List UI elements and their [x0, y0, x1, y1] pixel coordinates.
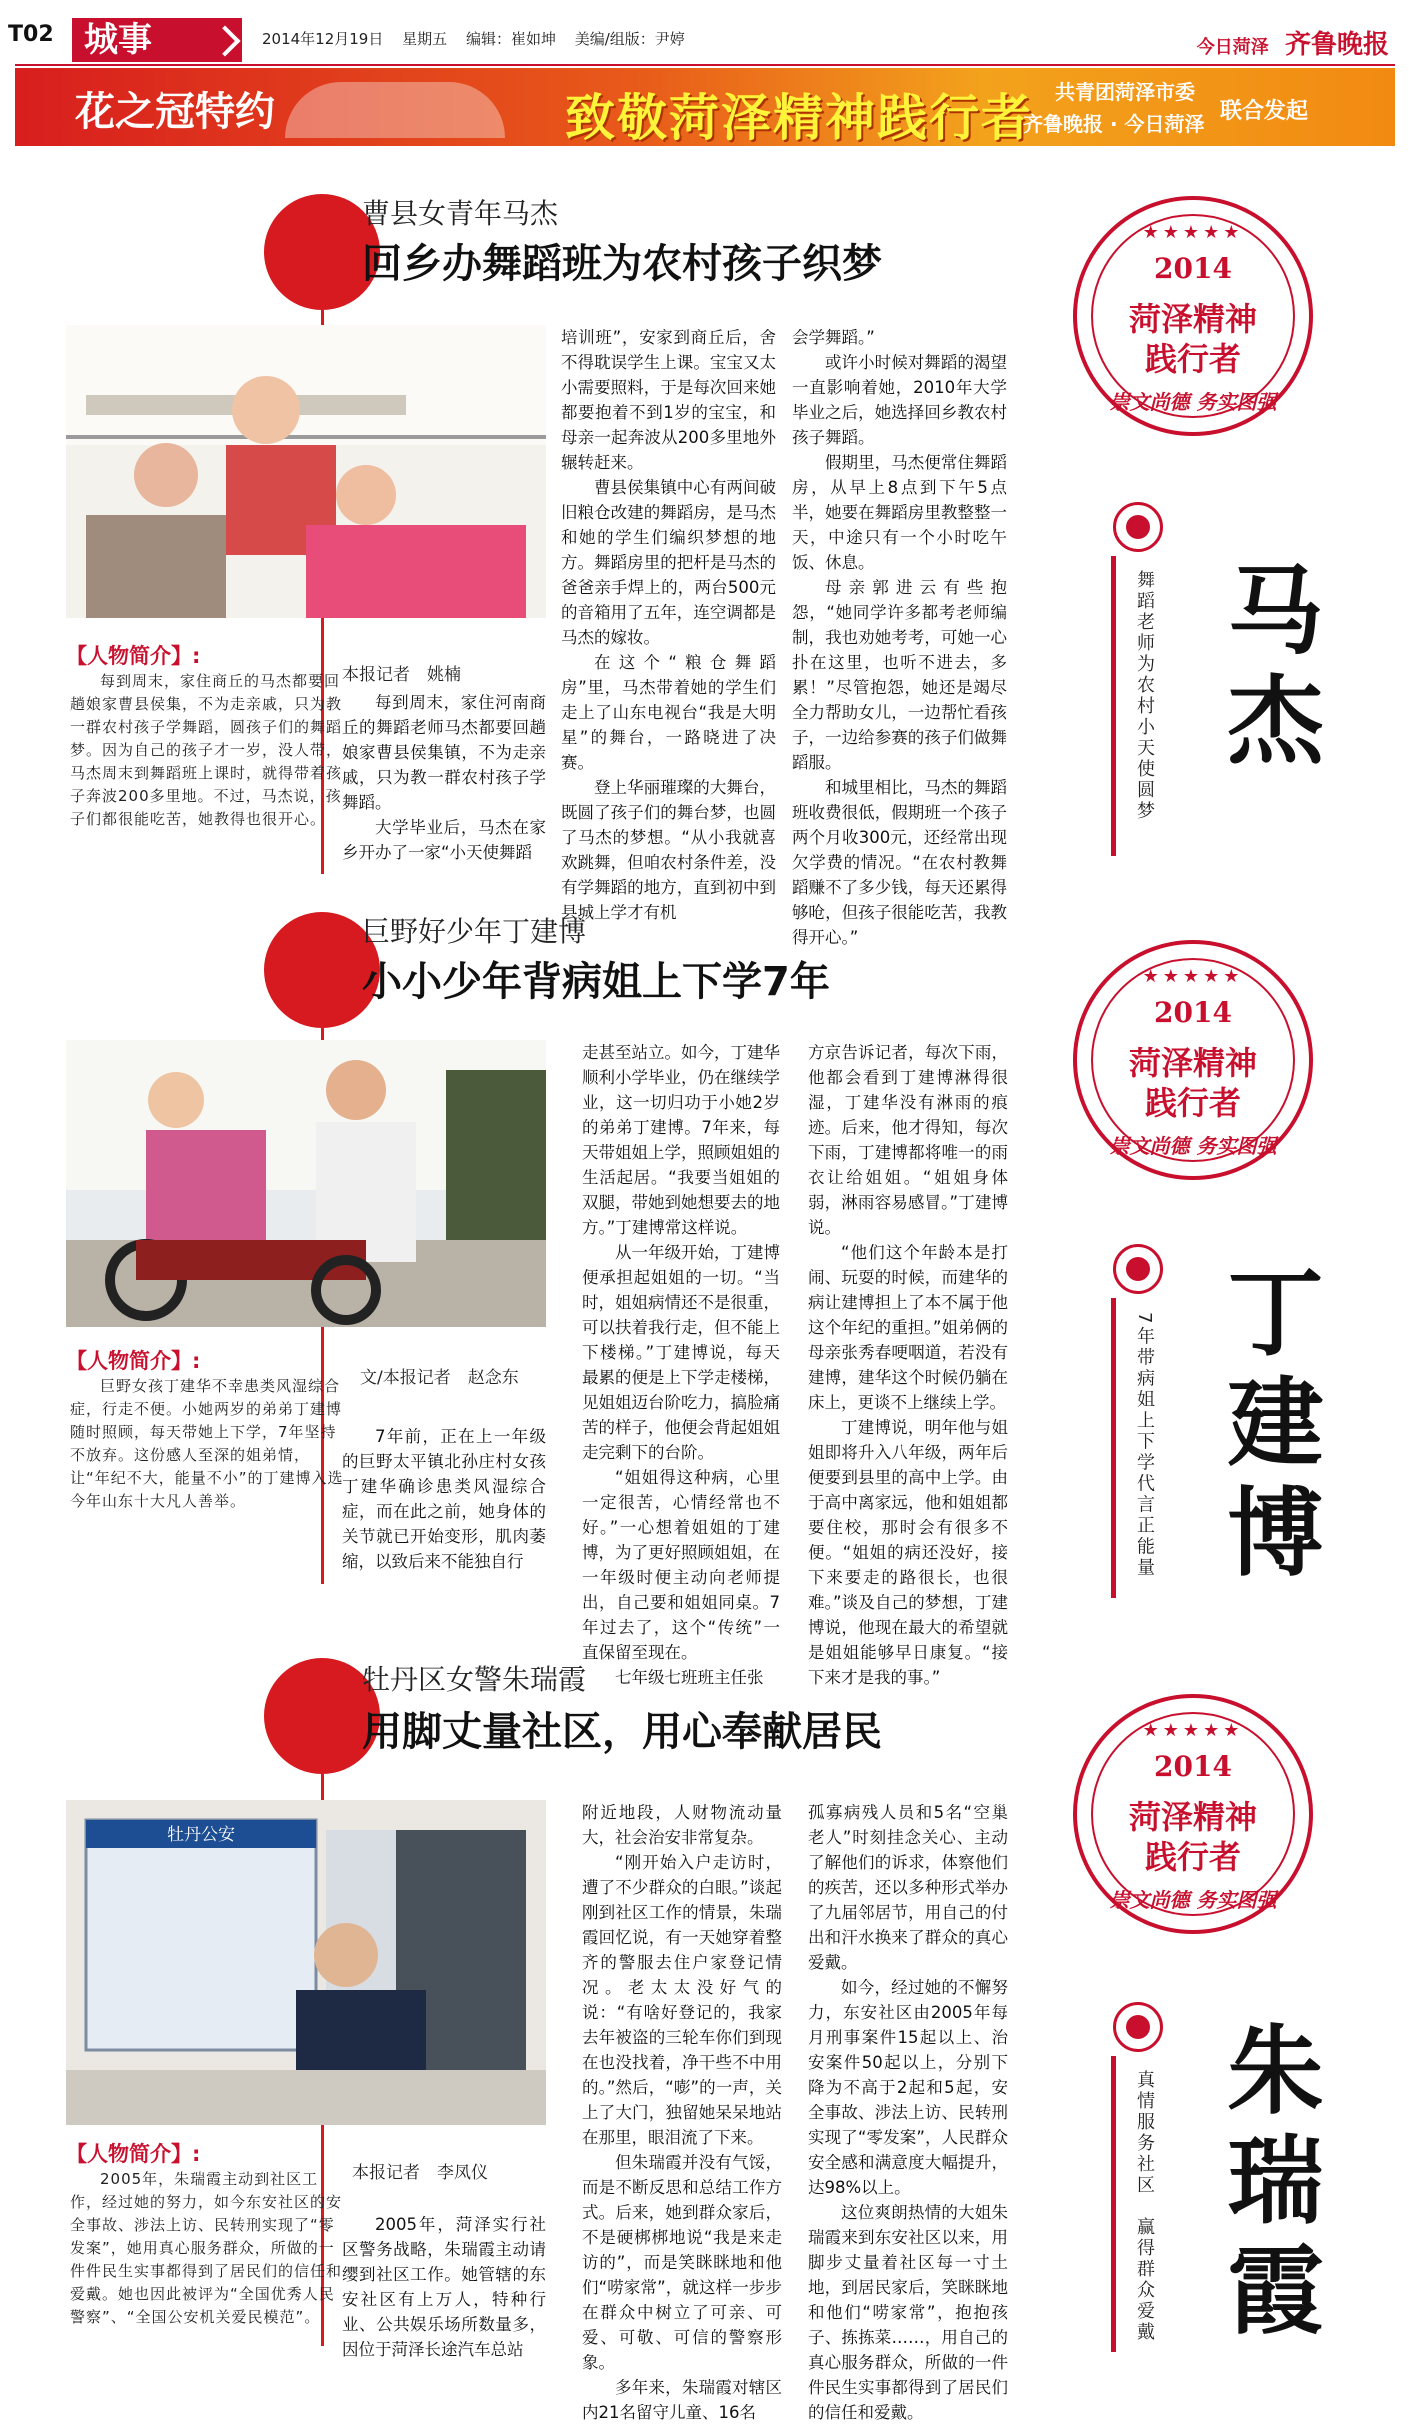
profile-text: 2005年，朱瑞霞主动到社区工作，经过她的努力，如今东安社区的安全事故、涉法上访、民转刑实现了“零发案”，她用真心服务群众，所做的一件件民生实事都得到了居民们的信任和爱戴。她也因此被评为“全国优秀人民警察”、“全国公安机关爱民模范”。 — [70, 2170, 343, 2326]
paragraph: “刚开始入户走访时，遭了不少群众的白眼。”谈起刚到社区工作的情景，朱瑞霞回忆说，有一天她穿着整齐的警服去住户家登记情况。老太太没好气的说：“有啥好登记的，我家去年被盗的三轮车你们到现在也没找着，净干些不中用的。”然后，“嘭”的一声，关上了大门，独留她呆呆地站在那里，眼泪流了下来。 — [582, 1853, 782, 2147]
paragraph: 方京告诉记者，每次下雨，他都会看到丁建博淋得很湿，丁建华没有淋雨的痕迹。后来，他才得知，每次下雨，丁建博都将唯一的雨衣让给姐姐。“姐姐身体弱，淋雨容易感冒。”丁建博说。 — [808, 1043, 1008, 1237]
section-category — [72, 18, 242, 62]
paragraph: 母亲郭进云有些抱怨，“她同学许多都考老师编制，我也劝她考考，可她一心扑在这里，也听不进去，多累！”尽管抱怨，她还是竭尽全力帮助女儿，一边帮忙看孩子，一边给参赛的孩子们做舞蹈服。 — [792, 578, 1007, 772]
article-column-3 — [808, 1040, 1008, 1690]
paragraph: 但朱瑞霞并没有气馁，而是不断反思和总结工作方式。后来，她到群众家后，不是硬梆梆地说“我是来走访的”，而是笑眯眯地和他们“唠家常”，就这样一步步在群众中树立了可亲、可爱、可敬、可信的警察形象。 — [582, 2153, 782, 2372]
paragraph: 培训班”，安家到商丘后，舍不得耽误学生上课。宝宝又太小需要照料，于是每次回来她都要抱着不到1岁的宝宝，和母亲一起奔波从200多里地外辗转赶来。 — [561, 328, 776, 472]
profile-text: 巨野女孩丁建华不幸患类风湿综合症，行走不便。小她两岁的弟弟丁建博随时照顾，每天带她上下学，7年坚持不放弃。这份感人至深的姐弟情，让“年纪不大，能量不小”的丁建博入选今年山东十大凡人善举。 — [70, 1377, 344, 1510]
person-subtitle: 7年带病姐上下学代言正能量 — [1134, 1312, 1155, 1579]
accent-bar — [1111, 1298, 1116, 1598]
article-column-1 — [342, 2212, 546, 2362]
article-column-2 — [582, 1040, 780, 1690]
story-kicker: 曹县女青年马杰 — [362, 197, 559, 230]
issue-date: 2014年12月19日 — [262, 30, 384, 48]
banner-organizer-1: 共青团菏泽市委 — [1055, 80, 1195, 104]
banner-sponsor: 花之冠特约 — [75, 88, 275, 135]
seal-title-1: 菏泽精神 — [1128, 300, 1257, 338]
article-column-2 — [561, 325, 776, 925]
banner-launch: 联合发起 — [1220, 99, 1309, 124]
issue-meta — [262, 28, 699, 49]
seal-stars: ★★★★★ — [1142, 966, 1244, 987]
paragraph: 7年前，正在上一年级的巨野太平镇北孙庄村女孩丁建华确诊患类风湿综合症，而在此之前，她身体的关节就已开始变形，肌肉萎缩，以致后来不能独自行 — [342, 1427, 546, 1571]
banner-slogan: 致敬菏泽精神践行者 — [565, 88, 1033, 147]
paragraph: 和城里相比，马杰的舞蹈班收费很低，假期班一个孩子两个月收300元，还经常出现欠学费的情况。“在农村教舞蹈赚不了多少钱，每天还累得够呛，但孩子很能吃苦，我教得开心。” — [792, 778, 1007, 947]
article-column-3 — [792, 325, 1007, 950]
story-kicker: 巨野好少年丁建博 — [362, 915, 587, 948]
paragraph: 大学毕业后，马杰在家乡开办了一家“小天使舞蹈 — [342, 818, 546, 862]
byline: 文/本报记者 赵念东 — [360, 1368, 519, 1388]
publication-section: 今日菏泽 — [1196, 37, 1269, 58]
paragraph: 曹县侯集镇中心有两间破旧粮仓改建的舞蹈房，是马杰和她的学生们编织梦想的地方。舞蹈房里的把杆是马杰的爸爸亲手焊上的，两台500元的音箱用了五年，连空调都是马杰的嫁妆。 — [561, 478, 776, 647]
seal-title-1: 菏泽精神 — [1128, 1798, 1257, 1836]
designer-credit: 美编/组版：尹婷 — [574, 30, 685, 48]
paragraph: “他们这个年龄本是打闹、玩耍的时候，而建华的病让建博担上了本不属于他这个年纪的重担。”姐弟俩的母亲张秀春哽咽道，若没有建博，建华这个时候仍躺在床上，更谈不上继续上学。 — [808, 1243, 1008, 1412]
seal-motto: 崇文尚德 务实图强 — [1109, 1134, 1277, 1158]
story-headline: 用脚丈量社区，用心奉献居民 — [362, 1709, 882, 1755]
paragraph: 这位爽朗热情的大姐朱瑞霞来到东安社区以来，用脚步丈量着社区每一寸土地，到居民家后，笑眯眯地和他们“唠家常”，抱抱孩子、拣拣菜……，用自己的真心服务群众，所做的一件件民生实事都得到了居民们的信任和爱戴。 — [808, 2203, 1008, 2422]
seal-stars: ★★★★★ — [1142, 1720, 1244, 1741]
publication-name — [1197, 24, 1389, 61]
page-number: T02 — [8, 22, 54, 47]
byline: 本报记者 李凤仪 — [352, 2163, 488, 2183]
seal-year: 2014 — [1154, 252, 1232, 285]
person-subtitle: 真情服务社区 赢得群众爱戴 — [1134, 2070, 1155, 2343]
header-rule — [15, 64, 1395, 66]
seal-stars: ★★★★★ — [1142, 222, 1244, 243]
person-name: 马杰 — [1212, 560, 1325, 780]
story-photo — [66, 325, 546, 618]
seal-title-2: 践行者 — [1144, 1084, 1241, 1122]
profile-text: 每到周末，家住商丘的马杰都要回趟娘家曹县侯集，不为走亲戚，只为教一群农村孩子学舞蹈，圆孩子们的舞蹈梦。因为自己的孩子才一岁，没人带，马杰周末到舞蹈班上课时，就得带着孩子奔波200多里地。不过，马杰说，孩子们都很能吃苦，她教得也很开心。 — [70, 672, 343, 828]
story-headline: 小小少年背病姐上下学7年 — [362, 959, 830, 1005]
person-name: 丁建博 — [1212, 1262, 1325, 1592]
ring-icon — [1113, 2002, 1163, 2052]
person-name: 朱瑞霞 — [1212, 2020, 1325, 2350]
campaign-banner — [15, 68, 1395, 146]
person-subtitle: 舞蹈老师为农村小天使圆梦 — [1134, 570, 1155, 822]
profile-heading: 【人物简介】: — [66, 1349, 201, 1373]
paragraph: 七年级七班班主任张 — [615, 1668, 764, 1687]
ring-icon — [1113, 502, 1163, 552]
seal-title-1: 菏泽精神 — [1128, 1044, 1257, 1082]
paragraph: 或许小时候对舞蹈的渴望一直影响着她，2010年大学毕业之后，她选择回乡教农村孩子舞蹈。 — [792, 353, 1007, 447]
article-column-3 — [808, 1800, 1008, 2425]
story-headline: 回乡办舞蹈班为农村孩子织梦 — [362, 241, 882, 287]
accent-bar — [1111, 556, 1116, 856]
honor-seal — [1073, 1694, 1313, 1934]
article-column-2 — [582, 1800, 782, 2425]
issue-weekday: 星期五 — [402, 30, 448, 48]
honor-seal — [1073, 196, 1313, 436]
story-photo — [66, 1040, 546, 1327]
seal-title-2: 践行者 — [1144, 1838, 1241, 1876]
paragraph: 孤寡病残人员和5名“空巢老人”时刻挂念关心、主动了解他们的诉求，体察他们的疾苦，还以多种形式举办了九届邻居节，用自己的付出和汗水换来了群众的真心爱戴。 — [808, 1803, 1008, 1972]
paragraph: 假期里，马杰便常住舞蹈房，从早上8点到下午5点半，她要在舞蹈房里教整整一天，中途只有一个小时吃午饭、休息。 — [792, 453, 1007, 572]
paragraph: 从一年级开始，丁建博便承担起姐姐的一切。“当时，姐姐病情还不是很重，可以扶着我行走，但不能上下楼梯。”丁建博说，每天最累的便是上下学走楼梯，见姐姐迈台阶吃力，搞脸痛苦的样子，他便会背起姐姐走完剩下的台阶。 — [582, 1243, 780, 1462]
paragraph: 如今，经过她的不懈努力，东安社区由2005年每月刑事案件15起以上、治安案件50起以上，分别下降为不高于2起和5起，安全事故、涉法上访、民转刑实现了“零发案”，人民群众安全感和满意度大幅提升，达98%以上。 — [808, 1978, 1008, 2197]
profile-heading: 【人物简介】: — [66, 2142, 201, 2166]
article-column-1 — [342, 690, 546, 865]
category-label: 城事 — [84, 20, 152, 60]
byline: 本报记者 姚楠 — [342, 665, 461, 685]
theater-illustration — [285, 82, 505, 138]
paragraph: 会学舞蹈。” — [792, 328, 875, 347]
masthead-logo: 齐鲁晚报 — [1284, 30, 1389, 60]
ring-icon — [1113, 1244, 1163, 1294]
paragraph: 丁建博说，明年他与姐姐即将升入八年级，两年后便要到县里的高中上学。由于高中离家远，他和姐姐都要住校，那时会有很多不便。“姐姐的病还没好，接下来要走的路很长，也很难。”谈及自己的梦想，丁建博说，他现在最大的希望就是姐姐能够早日康复。“接下来才是我的事。” — [808, 1418, 1008, 1687]
paragraph: 每到周末，家住河南商丘的舞蹈老师马杰都要回趟娘家曹县侯集镇，不为走亲戚，只为教一群农村孩子学舞蹈。 — [342, 693, 546, 812]
banner-organizer-2: 齐鲁晚报 · 今日菏泽 — [1023, 112, 1205, 136]
seal-motto: 崇文尚德 务实图强 — [1109, 1888, 1277, 1912]
paragraph: “姐姐得这种病，心里一定很苦，心情经常也不好。”一心想着姐姐的丁建博，为了更好照顾姐姐，在一年级时便主动向老师提出，自己要和姐姐同桌。7年过去了，这个“传统”一直保留至现在。 — [582, 1468, 780, 1662]
story-kicker: 牡丹区女警朱瑞霞 — [362, 1663, 587, 1696]
seal-motto: 崇文尚德 务实图强 — [1109, 390, 1277, 414]
story-photo — [66, 1800, 546, 2125]
seal-title-2: 践行者 — [1144, 340, 1241, 378]
honor-seal — [1073, 940, 1313, 1180]
seal-year: 2014 — [1154, 996, 1232, 1029]
chevron-right-icon — [209, 25, 240, 56]
seal-year: 2014 — [1154, 1750, 1232, 1783]
paragraph: 多年来，朱瑞霞对辖区内21名留守儿童、16名 — [582, 2378, 782, 2422]
profile-heading: 【人物简介】: — [66, 644, 201, 668]
paragraph: 走甚至站立。如今，丁建华顺利小学毕业，仍在继续学业，这一切归功于小她2岁的弟弟丁建博。7年来，每天带姐姐上学，照顾姐姐的生活起居。“我要当姐姐的双腿，带她到她想要去的地方。”丁建博常这样说。 — [582, 1043, 780, 1237]
accent-bar — [1111, 2056, 1116, 2352]
paragraph: 登上华丽璀璨的大舞台，既圆了孩子们的舞台梦，也圆了马杰的梦想。“从小我就喜欢跳舞，但咱农村条件差，没有学舞蹈的地方，直到初中到县城上学才有机 — [561, 778, 776, 922]
editor-credit: 编辑：崔如坤 — [465, 30, 556, 48]
paragraph: 附近地段，人财物流动量大，社会治安非常复杂。 — [582, 1803, 782, 1847]
article-column-1 — [342, 1424, 546, 1574]
sign-text: 牡丹公安 — [167, 1825, 235, 1845]
paragraph: 在这个“粮仓舞蹈房”里，马杰带着她的学生们走上了山东电视台“我是大明星”的舞台，一路晓进了决赛。 — [561, 653, 776, 772]
paragraph: 2005年，菏泽实行社区警务战略，朱瑞霞主动请缨到社区工作。她管辖的东安社区有上万人，特种行业、公共娱乐场所数量多，因位于菏泽长途汽车总站 — [342, 2215, 546, 2359]
